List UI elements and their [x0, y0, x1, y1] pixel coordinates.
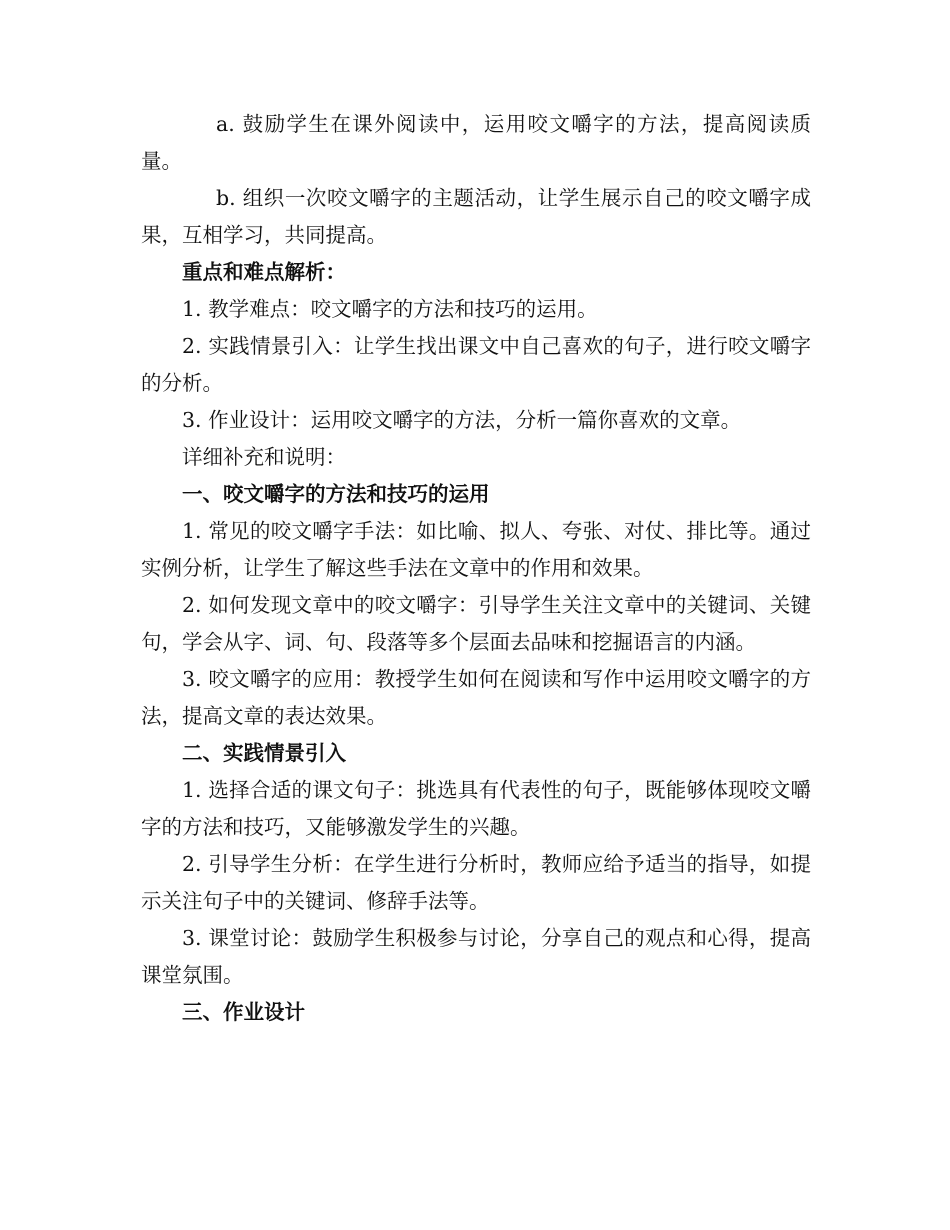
section-1-item-3: 3. 咬文嚼字的应用：教授学生如何在阅读和写作中运用咬文嚼字的方法，提高文章的表达效果。 [141, 667, 811, 728]
key-point-1: 1. 教学难点：咬文嚼字的方法和技巧的运用。 [182, 297, 598, 321]
key-points-heading: 重点和难点解析： [182, 260, 346, 284]
section-2-item-2: 2. 引导学生分析：在学生进行分析时，教师应给予适当的指导，如提示关注句子中的关键词、修辞手法等。 [141, 852, 811, 913]
paragraph-a: a. 鼓励学生在课外阅读中，运用咬文嚼字的方法，提高阅读质量。 [141, 112, 811, 173]
section-2-item-1: 1. 选择合适的课文句子：挑选具有代表性的句子，既能够体现咬文嚼字的方法和技巧，又能够激发学生的兴趣。 [141, 778, 811, 839]
detail-intro: 详细补充和说明： [182, 445, 346, 469]
key-point-3: 3. 作业设计：运用咬文嚼字的方法，分析一篇你喜欢的文章。 [182, 408, 742, 432]
section-2-heading: 二、实践情景引入 [182, 741, 346, 765]
document-body [141, 106, 811, 1031]
section-3-heading: 三、作业设计 [182, 1000, 305, 1024]
key-point-2: 2. 实践情景引入：让学生找出课文中自己喜欢的句子，进行咬文嚼字的分析。 [141, 334, 811, 395]
section-1-item-2: 2. 如何发现文章中的咬文嚼字：引导学生关注文章中的关键词、关键句，学会从字、词、句、段落等多个层面去品味和挖掘语言的内涵。 [141, 593, 811, 654]
section-1-item-1: 1. 常见的咬文嚼字手法：如比喻、拟人、夸张、对仗、排比等。通过实例分析，让学生了解这些手法在文章中的作用和效果。 [141, 519, 811, 580]
paragraph-b: b. 组织一次咬文嚼字的主题活动，让学生展示自己的咬文嚼字成果，互相学习，共同提高。 [141, 186, 811, 247]
section-1-heading: 一、咬文嚼字的方法和技巧的运用 [182, 482, 490, 506]
section-2-item-3: 3. 课堂讨论：鼓励学生积极参与讨论，分享自己的观点和心得，提高课堂氛围。 [141, 926, 811, 987]
